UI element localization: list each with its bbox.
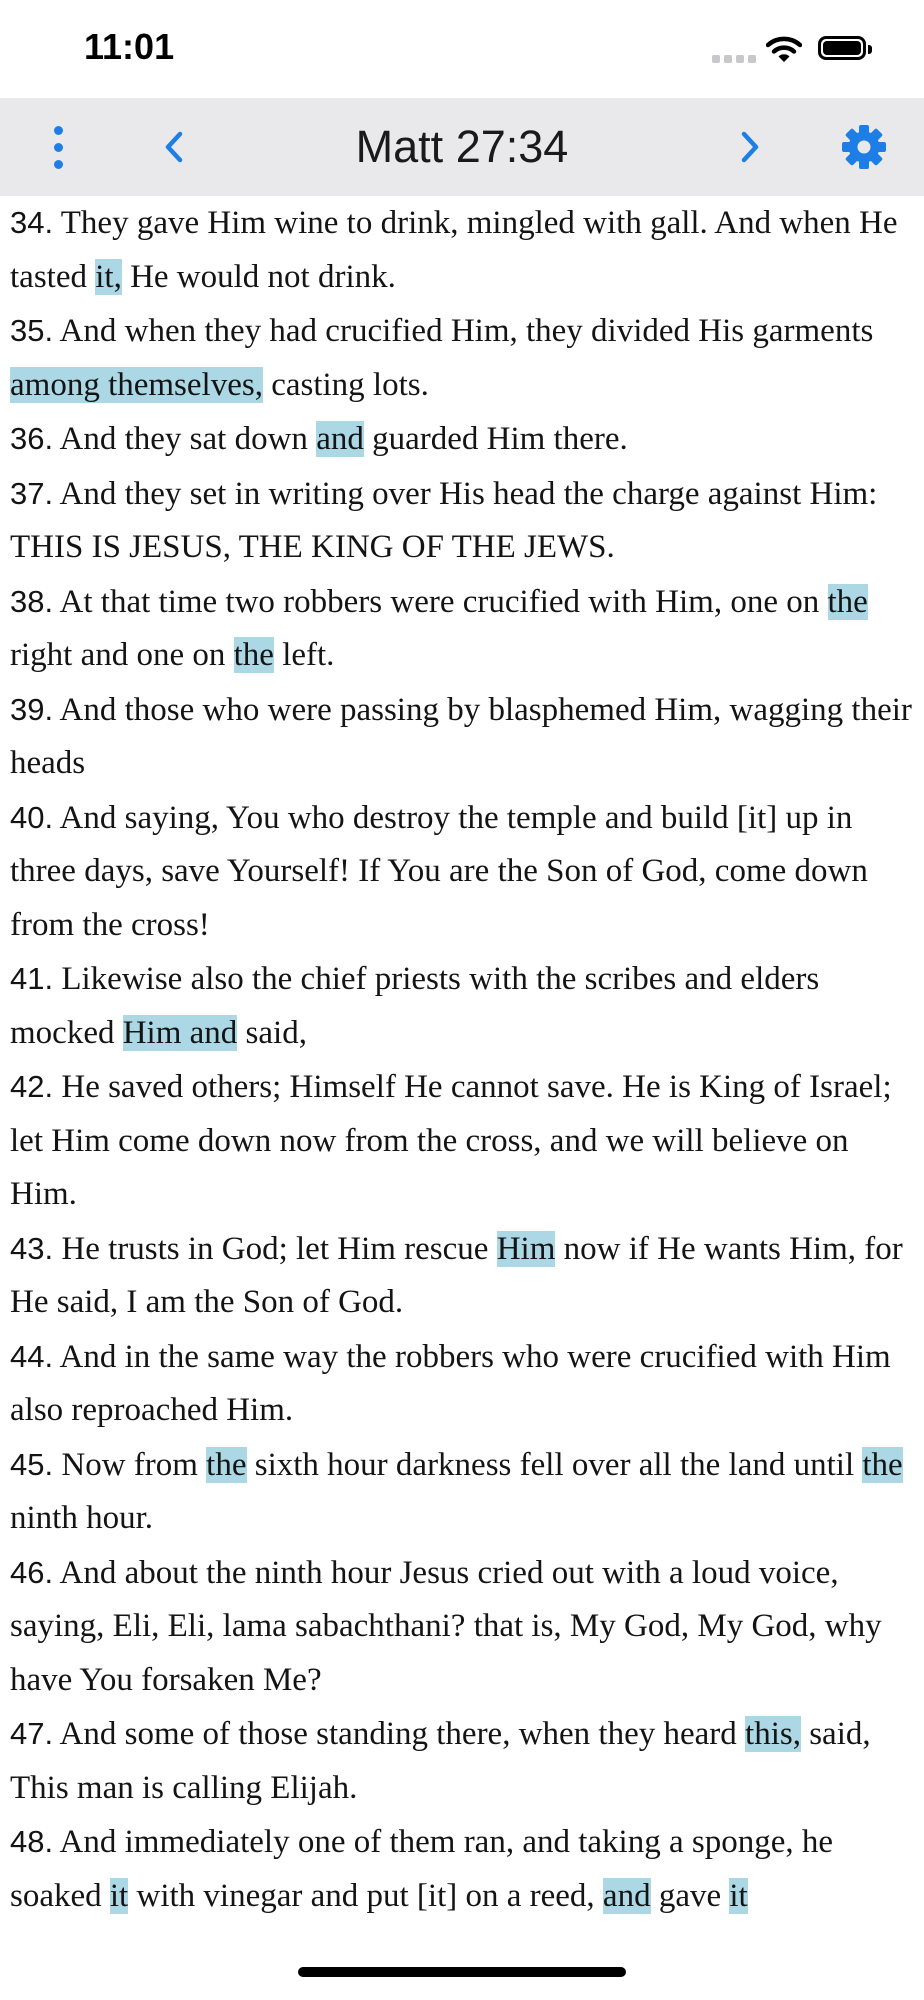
verse-text: casting lots.: [262, 366, 429, 403]
bottom-safe-area: [0, 1914, 924, 2000]
menu-button[interactable]: [30, 98, 86, 196]
verse-37[interactable]: [10, 467, 922, 575]
verse-text: Now from: [53, 1446, 207, 1483]
signal-icon: [712, 55, 756, 63]
home-indicator[interactable]: [298, 1967, 626, 1977]
verse-text: And some of those standing there, when they heard: [53, 1716, 746, 1752]
verse-number: 46.: [10, 1554, 54, 1590]
verse-number: 44.: [10, 1338, 54, 1374]
verse-number: 47.: [10, 1716, 54, 1751]
verse-number: 34.: [10, 205, 54, 240]
verse-text: left.: [273, 637, 335, 673]
more-vertical-icon: [54, 126, 63, 169]
navigation-toolbar: [0, 98, 924, 196]
highlighted-word: it: [109, 1877, 129, 1914]
status-time: 11:01: [84, 26, 175, 67]
verse-47[interactable]: [10, 1707, 922, 1815]
verse-text: He trusts in God; let Him rescue: [53, 1230, 497, 1267]
highlighted-word: it,: [95, 258, 122, 295]
verse-number: 48.: [10, 1824, 54, 1859]
highlighted-word: and: [602, 1877, 651, 1914]
verse-number: 41.: [10, 961, 54, 996]
verse-42[interactable]: [10, 1060, 922, 1222]
verse-number: 42.: [10, 1069, 54, 1104]
status-bar: [0, 0, 924, 98]
verse-text: And those who were passing by blasphemed Him, wagging their heads: [10, 691, 912, 781]
verse-text: And immediately one of them ran, and taking a sponge, he soaked: [10, 1824, 833, 1914]
highlighted-word: the: [206, 1446, 247, 1483]
verse-text: And saying, You who destroy the temple and build [it] up in three days, save Yourself! If You are the Son of God, come down from the cross!: [10, 799, 868, 943]
verse-text: Likewise also the chief priests with the scribes and elders mocked: [10, 961, 820, 1051]
verse-number: 38.: [10, 583, 54, 619]
verse-45[interactable]: [10, 1438, 922, 1546]
verse-text: And when they had crucified Him, they divided His garments: [53, 313, 874, 349]
verse-36[interactable]: [10, 412, 922, 467]
verse-text: At that time two robbers were crucified with Him, one on: [53, 583, 828, 620]
verse-text: with vinegar and put [it] on a reed,: [128, 1877, 603, 1914]
verse-text: said,: [237, 1014, 307, 1051]
verse-text: They gave Him wine to drink, mingled with gall. And when He tasted: [10, 205, 898, 295]
verse-text: said, This man is calling Elijah.: [10, 1716, 871, 1806]
highlighted-word: and: [316, 421, 364, 457]
verse-40[interactable]: [10, 791, 922, 953]
highlighted-word: the: [862, 1446, 903, 1483]
verse-text: He saved others; Himself He cannot save. He is King of Israel; let Him come down now from the cross, and we will believe on Him.: [10, 1069, 892, 1212]
verse-text: now if He wants Him, for He said, I am the Son of God.: [10, 1230, 903, 1320]
verse-39[interactable]: [10, 683, 922, 791]
verse-text: gave: [650, 1877, 730, 1914]
verse-38[interactable]: [10, 575, 922, 683]
wifi-icon: [766, 34, 802, 64]
verse-35[interactable]: [10, 304, 922, 412]
verse-text: sixth hour darkness fell over all the land until: [246, 1446, 863, 1483]
battery-icon: [818, 36, 866, 60]
verse-number: 40.: [10, 799, 54, 835]
highlighted-word: this,: [745, 1716, 801, 1752]
verse-text: And they sat down: [53, 421, 317, 457]
highlighted-word: among themselves,: [10, 366, 263, 403]
verse-number: 35.: [10, 313, 54, 348]
verse-text: And in the same way the robbers who were crucified with Him also reproached Him.: [10, 1338, 891, 1428]
verse-text: ninth hour.: [10, 1500, 154, 1536]
highlighted-word: Him and: [122, 1014, 238, 1051]
verse-number: 39.: [10, 691, 54, 727]
verse-48[interactable]: [10, 1815, 922, 1923]
verse-34[interactable]: [10, 196, 922, 304]
verse-46[interactable]: [10, 1546, 922, 1708]
verse-41[interactable]: [10, 952, 922, 1060]
verse-44[interactable]: [10, 1330, 922, 1438]
chevron-left-icon: [163, 130, 185, 164]
highlighted-word: the: [827, 583, 868, 620]
verse-number: 45.: [10, 1446, 54, 1482]
next-verse-button[interactable]: [722, 98, 778, 196]
verse-text: right and one on: [10, 637, 234, 673]
settings-button[interactable]: [836, 98, 892, 196]
reference-title[interactable]: Matt 27:34: [355, 121, 569, 172]
highlighted-word: the: [233, 637, 274, 673]
highlighted-word: Him: [496, 1230, 556, 1267]
verse-number: 43.: [10, 1230, 54, 1266]
previous-verse-button[interactable]: [146, 98, 202, 196]
verse-text: He would not drink.: [121, 258, 396, 295]
verse-number: 36.: [10, 421, 54, 456]
verse-number: 37.: [10, 475, 54, 511]
highlighted-word: it: [729, 1877, 748, 1914]
verse-text: guarded Him there.: [363, 421, 628, 457]
verse-text: And they set in writing over His head the charge against Him: THIS IS JESUS, THE KING OF THE JEWS.: [10, 475, 878, 565]
gear-icon: [841, 124, 887, 170]
verse-list[interactable]: [10, 196, 922, 1923]
verse-text: And about the ninth hour Jesus cried out with a loud voice, saying, Eli, Eli, lama sabachthani? that is, My God, My God, why have You forsaken Me?: [10, 1554, 882, 1698]
verse-43[interactable]: [10, 1222, 922, 1330]
chevron-right-icon: [739, 130, 761, 164]
